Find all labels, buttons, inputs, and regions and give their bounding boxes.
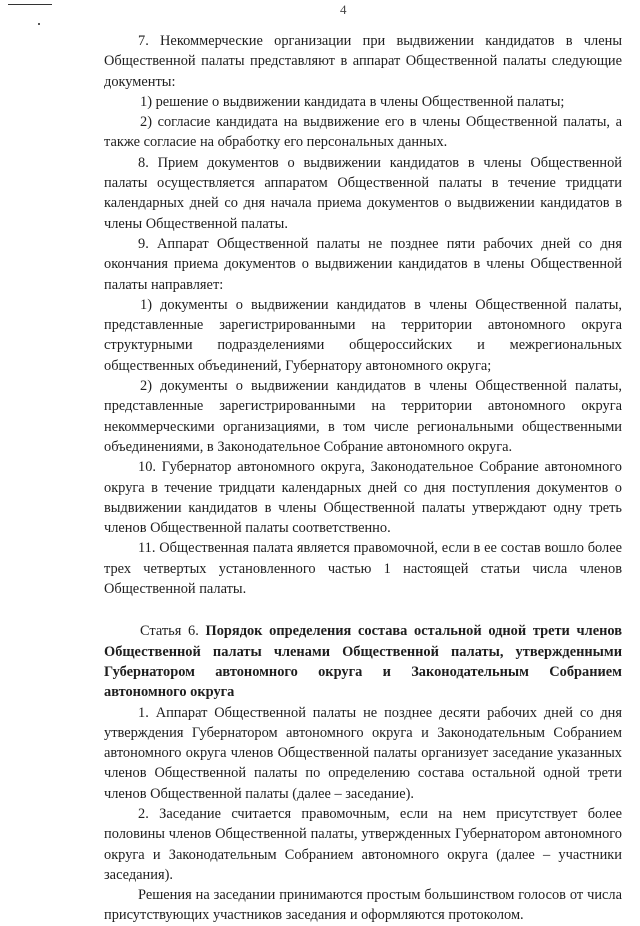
paragraph-9: 9. Аппарат Общественной палаты не позднее пяти рабочих дней со дня окончания приема документов о выдвижении кандидатов в члены Общественной палаты направляет:	[104, 235, 622, 293]
paragraph-9-item-1: 1) документы о выдвижении кандидатов в члены Общественной палаты, представленные зарегистрированными на территории автономного округа структурными подразделениями общероссийских и межрегиональных общественных объединений, Губернатору автономного округа;	[104, 296, 622, 374]
paragraph-7: 7. Некоммерческие организации при выдвижении кандидатов в члены Общественной палаты представляют в аппарат Общественной палаты следующие документы:	[104, 33, 622, 90]
article-6-label: Статья 6.	[140, 623, 206, 640]
article-6-title: Порядок определения состава остальной одной трети членов Общественной палаты членами Общественной палаты, утвержденными Губернатором автономного округа и Законодательным Собранием автономного округа	[104, 623, 622, 701]
paragraph-10: 10. Губернатор автономного округа, Законодательное Собрание автономного округа в течение тридцати календарных дней со дня поступления документов о выдвижении кандидатов в члены Общественной палаты утверждают одну треть членов Общественной палаты соответственно.	[104, 459, 622, 537]
paragraph-9-item-2: 2) документы о выдвижении кандидатов в члены Общественной палаты, представленные зарегистрированными на территории автономного округа некоммерческими организациями, в том числе региональными общественными объединениями, в Законодательное Собрание автономного округа.	[104, 378, 622, 455]
document-body	[104, 31, 622, 926]
scan-mark	[38, 23, 40, 25]
article-6-paragraph-2: 2. Заседание считается правомочным, если на нем присутствует более половины членов Общественной палаты, утвержденных Губернатором автономного округа и Законодательным Собранием автономного округа (далее – участники заседания).	[104, 805, 622, 883]
paragraph-8: 8. Прием документов о выдвижении кандидатов в члены Общественной палаты осуществляется аппаратом Общественной палаты в течение тридцати календарных дней со дня начала приема документов о выдвижении кандидатов в члены Общественной палаты.	[104, 154, 622, 232]
section-spacer	[104, 599, 622, 621]
paragraph-7-item-2: 2) согласие кандидата на выдвижение его в члены Общественной палаты, а также согласие на обработку его персональных данных.	[104, 114, 622, 151]
article-6-paragraph-1: 1. Аппарат Общественной палаты не позднее десяти рабочих дней со дня утверждения Губернатором автономного округа и Законодательным Собранием автономного округа членов Общественной палаты организует заседание указанных членов Общественной палаты по определению состава остальной одной трети членов Общественной палаты (далее – заседание).	[104, 704, 622, 802]
article-6-paragraph-3: Решения на заседании принимаются простым большинством голосов от числа присутствующих участников заседания и оформляются протоколом.	[104, 887, 622, 924]
header-rule	[8, 4, 52, 5]
paragraph-7-item-1: 1) решение о выдвижении кандидата в члены Общественной палаты;	[140, 93, 565, 110]
paragraph-11: 11. Общественная палата является правомочной, если в ее состав вошло более трех четвертых установленного частью 1 настоящей статьи числа членов Общественной палаты.	[104, 540, 622, 598]
page-number: 4	[340, 2, 347, 17]
article-6-heading	[104, 621, 622, 702]
